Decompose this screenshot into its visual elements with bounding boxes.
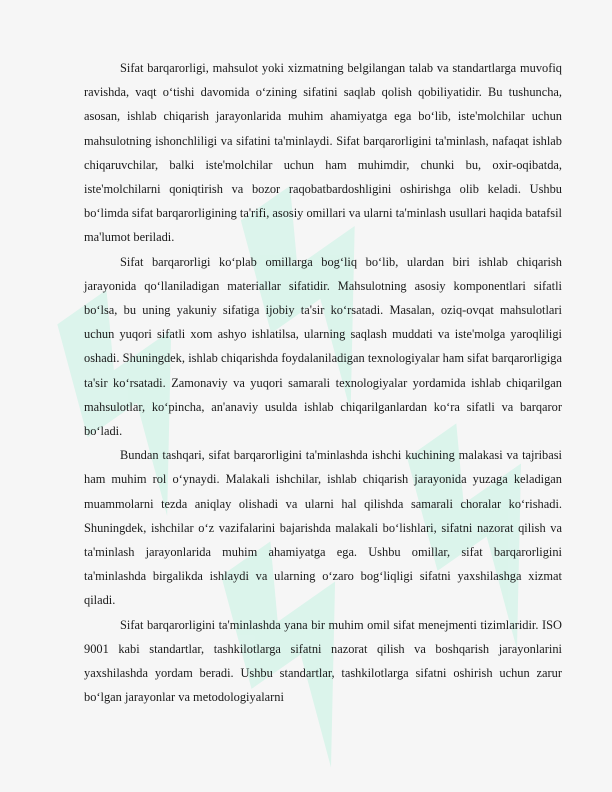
document-body [84,56,562,709]
paragraph: Sifat barqarorligini ta'minlashda yana bir muhim omil sifat menejmenti tizimlaridir. ISO 9001 kabi standartlar, tashkilotlarga sifatni nazorat qilish va boshqarish jarayonlarini yaxshilashda yordam beradi. Ushbu standartlar, tashkilotlarga sifatni oshirish uchun zarur bo‘lgan jarayonlar va metodologiyalarni [84,617,562,705]
paragraph: Sifat barqarorligi, mahsulot yoki xizmatning belgilangan talab va standartlarga muvofiq ravishda, vaqt o‘tishi davomida o‘zining sifatini saqlab qolish qobiliyatidir. Bu tushuncha, asosan, ishlab chiqarish jarayonlarida muhim ahamiyatga ega bo‘lib, iste'molchilar uchun mahsulotning ishonchliligi va sifatini ta'minlaydi. Sifat barqarorligini ta'minlash, nafaqat ishlab chiqaruvchilar, balki iste'molchilar uchun ham muhimdir, chunki bu, oxir-oqibatda, iste'molchilarni qoniqtirish va bozor raqobatbardoshligini oshirishga olib keladi. Ushbu bo‘limda sifat barqarorligining ta'rifi, asosiy omillari va ularni ta'minlash usullari haqida batafsil ma'lumot beriladi. [84,61,562,245]
paragraph: Sifat barqarorligi ko‘plab omillarga bog‘liq bo‘lib, ulardan biri ishlab chiqarish jarayonida qo‘llaniladigan materiallar sifatidir. Mahsulotning asosiy komponentlari sifatli bo‘lsa, bu uning yakuniy sifatiga ijobiy ta'sir ko‘rsatadi. Masalan, oziq-ovqat mahsulotlari uchun yuqori sifatli xom ashyo ishlatilsa, ularning saqlash muddati va iste'molga yaroqliligi oshadi. Shuningdek, ishlab chiqarishda foydalaniladigan texnologiyalar ham sifat barqarorligiga ta'sir ko‘rsatadi. Zamonaviy va yuqori samarali texnologiyalar yordamida ishlab chiqarilgan mahsulotlar, ko‘pincha, an'anaviy usulda ishlab chiqarilganlardan ko‘ra sifatli va barqaror bo‘ladi. [84,254,562,439]
paragraph: Bundan tashqari, sifat barqarorligini ta'minlashda ishchi kuchining malakasi va tajribasi ham muhim rol o‘ynaydi. Malakali ishchilar, ishlab chiqarish jarayonida yuzaga keladigan muammolarni tezda aniqlay olishadi va ularni hal qilishda samarali choralar ko‘rishadi. Shuningdek, ishchilar o‘z vazifalarini bajarishda malakali bo‘lishlari, sifatni nazorat qilish va ta'minlash jarayonlarida muhim ahamiyatga ega. Ushbu omillar, sifat barqarorligini ta'minlashda birgalikda ishlaydi va ularning o‘zaro bog‘liqligi sifatni yaxshilashga xizmat qiladi. [84,448,562,608]
